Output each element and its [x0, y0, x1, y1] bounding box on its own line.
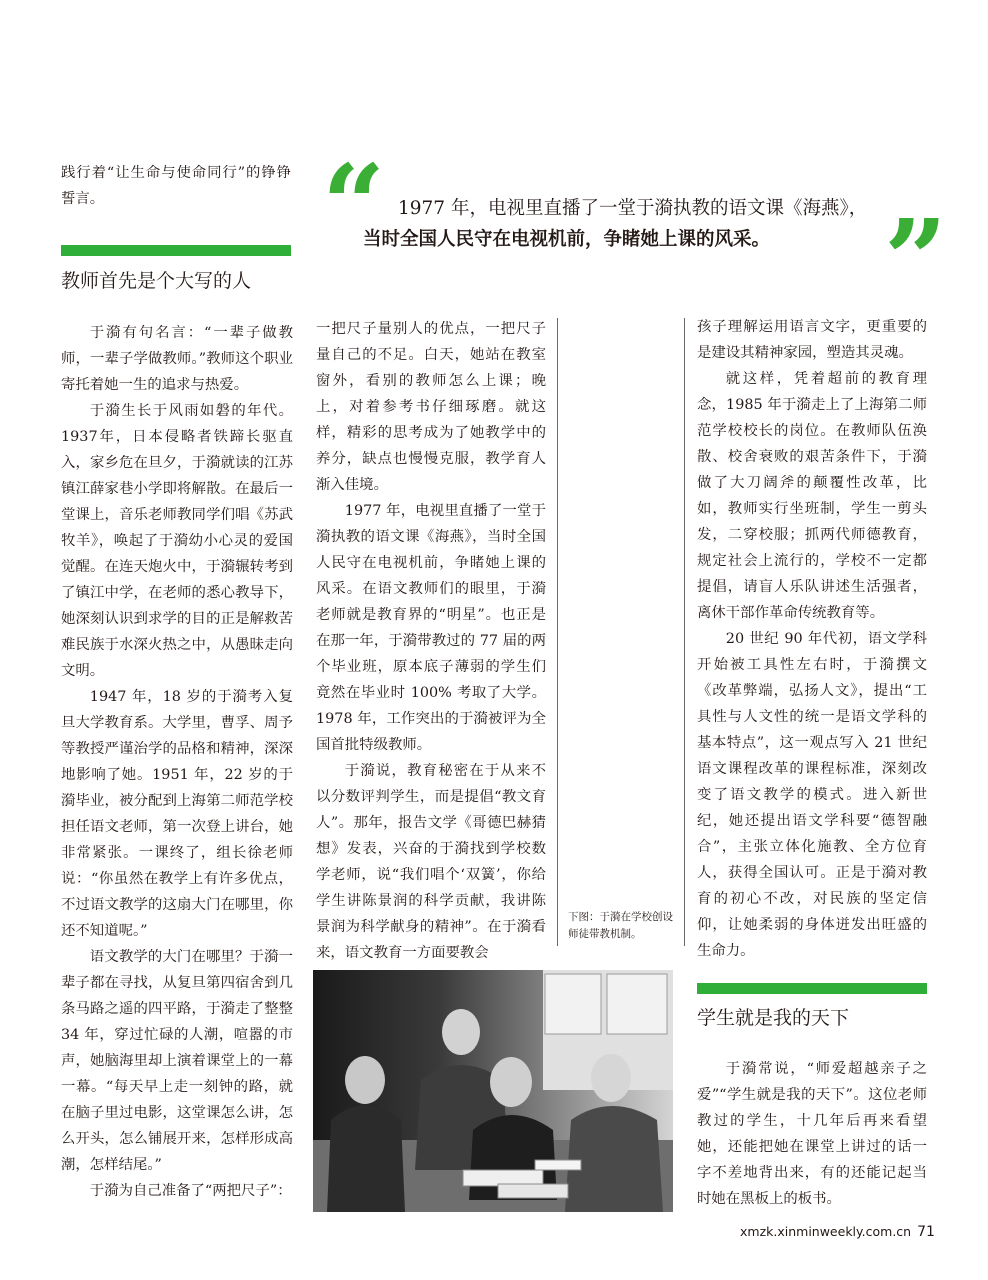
- page-number: 71: [917, 1224, 935, 1240]
- classroom-photo: [313, 970, 673, 1212]
- paragraph: 1977 年，电视里直播了一堂于漪执教的语文课《海燕》，当时全国人民守在电视机前，争睹她上课的风采。在语文教师们的眼里，于漪老师就是教育界的“明星”。也正是在那一年，于漪带教过的 77 届的两个毕业班，原本底子薄弱的学生们竟然在毕业时 100% 考取了大学。1978 年，工作突出的于漪被评为全国首批特级教师。: [316, 503, 546, 753]
- section-divider-bar: [697, 983, 927, 994]
- intro-text: 践行着“让生命与使命同行”的铮铮誓言。: [61, 165, 291, 207]
- intro-paragraph: [61, 160, 291, 212]
- paragraph: 于漪为自己准备了“两把尺子”：: [89, 1183, 292, 1199]
- paragraph: 1947 年，18 岁的于漪考入复旦大学教育系。大学里，曹孚、周予等教授严谨治学的品格和精神，深深地影响了她。1951 年，22 岁的于漪毕业，被分配到上海第二师范学校担任语文老师，第一次登上讲台，她非常紧张。一课终了，组长徐老师说：“你虽然在教学上有许多优点，不过语文教学的这扇大门在哪里，你还不知道呢。”: [61, 689, 293, 939]
- paragraph: 于漪说，教育秘密在于从来不以分数评判学生，而是提倡“教文育人”。那年，报告文学《哥德巴赫猜想》发表，兴奋的于漪找到学校数学老师，说“我们唱个‘双簧’，你给学生讲陈景润的科学贡献，我讲陈景润为科学献身的精神”。在于漪看来，语文教育一方面要教会: [316, 763, 546, 961]
- section-heading: 教师首先是个大写的人: [61, 270, 252, 292]
- photo-caption: 下图：于漪在学校创设师徒带教机制。: [568, 911, 673, 940]
- paragraph: 于漪有句名言：“一辈子做教师，一辈子学做教师。”教师这个职业寄托着她一生的追求与热爱。: [61, 325, 293, 393]
- close-quote-icon: ”: [884, 195, 948, 324]
- pull-quote-line: 1977 年，电视里直播了一堂于漪执教的语文课《海燕》，: [398, 198, 868, 219]
- paragraph: 于漪常说，“师爱超越亲子之爱”“学生就是我的天下”。这位老师教过的学生，十几年后再来看望她，还能把她在课堂上讲过的话一字不差地背出来，有的还能记起当时她在黑板上的板书。: [697, 1061, 927, 1207]
- paragraph: 孩子理解运用语言文字，更重要的是建设其精神家园，塑造其灵魂。: [697, 319, 927, 361]
- article-column-2: [316, 316, 546, 966]
- paragraph: 就这样，凭着超前的教育理念，1985 年于漪走上了上海第二师范学校校长的岗位。在教师队伍涣散、校舍衰败的艰苦条件下，于漪做了大刀阔斧的颠覆性改革，比如，教师实行坐班制，学生一剪头发，二穿校服；抓两代师德教育，规定社会上流行的，学校不一定都提倡，请盲人乐队讲述生活强者，离休干部作革命传统教育等。: [697, 371, 927, 621]
- article-column-1: [61, 320, 293, 1204]
- paragraph: 语文教学的大门在哪里？于漪一辈子都在寻找，从复旦第四宿舍到几条马路之遥的四平路，于漪走了整整 34 年，穿过忙碌的人潮，喧嚣的市声，她脑海里却上演着课堂上的一幕一幕。“每天早上走一刻钟的路，就在脑子里过电影，这堂课怎么讲，怎么开头，怎么铺展开来，怎样形成高潮，怎样结尾。”: [61, 949, 293, 1173]
- section-divider-bar: [61, 245, 291, 256]
- paragraph: 一把尺子量别人的优点，一把尺子量自己的不足。白天，她站在教室窗外，看别的教师怎么上课；晚上，对着参考书仔细琢磨。就这样，精彩的思考成为了她教学中的养分，缺点也慢慢克服，教学育人渐入佳境。: [316, 321, 546, 493]
- section-2-body: [697, 1056, 927, 1212]
- column-rule: [557, 318, 558, 946]
- page-footer: [740, 1224, 935, 1240]
- paragraph: 20 世纪 90 年代初，语文学科开始被工具性左右时，于漪撰文《改革弊端，弘扬人文》，提出“工具性与人文性的统一是语文学科的基本特点”，这一观点写入 21 世纪语文课程改革的课程标准，深刻改变了语文教学的模式。进入新世纪，她还提出语文学科要“德智融合”，主张立体化施教、全方位育人，获得全国认可。正是于漪对教育的初心不改，对民族的坚定信仰，让她柔弱的身体迸发出旺盛的生命力。: [697, 631, 927, 959]
- pull-quote-line-bold: 当时全国人民守在电视机前，争睹她上课的风采。: [363, 229, 771, 250]
- footer-url: xmzk.xinminweekly.com.cn: [740, 1224, 912, 1239]
- article-column-3: [697, 314, 927, 964]
- open-quote-icon: “: [322, 140, 386, 269]
- section-heading: 学生就是我的天下: [697, 1007, 850, 1029]
- paragraph: 于漪生长于风雨如磐的年代。1937年，日本侵略者铁蹄长驱直入，家乡危在旦夕，于漪就读的江苏镇江薛家巷小学即将解散。在最后一堂课上，音乐老师教同学们唱《苏武牧羊》，唤起了于漪幼小心灵的爱国觉醒。在连天炮火中，于漪辗转考到了镇江中学，在老师的悉心教导下，她深刻认识到求学的目的正是解救苦难民族于水深火热之中，从愚昧走向文明。: [61, 403, 293, 679]
- column-rule: [684, 318, 685, 946]
